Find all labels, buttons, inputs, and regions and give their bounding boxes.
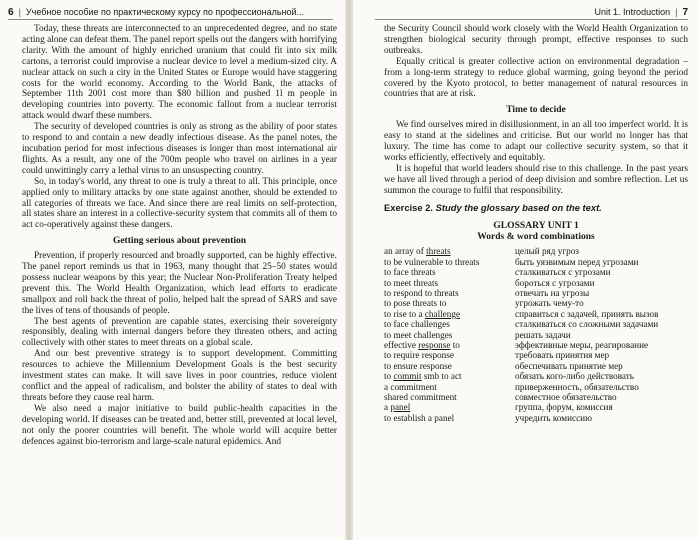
glossary-translation: сталкиваться с угрозами (515, 267, 611, 278)
glossary-term-text: an array of (384, 246, 427, 257)
glossary-translation: эффективные меры, реагирование (515, 339, 649, 350)
glossary-row (384, 319, 688, 329)
glossary-term (384, 340, 515, 350)
right-page-number: 7 (682, 7, 688, 18)
glossary-term-text: to establish a panel (384, 412, 455, 423)
glossary-translation: целый ряд угроз (515, 246, 579, 257)
exercise-text: Study the glossary based on the text. (435, 201, 602, 213)
glossary-row (384, 392, 688, 402)
glossary-translation: требовать принятия мер (515, 350, 610, 361)
glossary-term-text: to be vulnerable to threats (384, 256, 480, 267)
section-heading: Getting serious about prevention (112, 236, 247, 247)
glossary-row (384, 340, 688, 350)
right-page (353, 0, 698, 540)
glossary-term-text: to face threats (384, 267, 436, 278)
paragraph: We also need a major initiative to build public-health capacities in the developing world. If diseases can be treated and, better still, prevented at local level, not only the poorer countries will benefit. The whole world will acquire better defences against bio-terrorism and large-scale natural epidemics. And (22, 403, 337, 447)
glossary-row (384, 246, 688, 256)
glossary-term-keyword: response (418, 339, 451, 350)
section-heading: Time to decide (506, 105, 566, 116)
paragraph: Prevention, if properly resourced and broadly supported, can be highly effective. The panel report reminds us that in 1963, many thought that 25–50 states would possess nuclear weapons by this year; the Nuclear Non-Proliferation Treaty helped prevent this. The World Health Organization, which lead efforts to eradicate smallpox and roll back the threat of polio, helped halt the spread of SARS and save the lives of tens of thousands of people. (22, 251, 337, 316)
right-page-body (384, 24, 688, 423)
glossary-row (384, 257, 688, 267)
glossary-row (384, 350, 688, 360)
header-separator: | (675, 7, 678, 17)
glossary-translation: справиться с задачей, принять вызов (515, 308, 659, 319)
glossary-term (384, 309, 515, 319)
glossary-term-text: a (384, 402, 391, 413)
glossary-term-text: smb to act (421, 371, 462, 382)
glossary-term (384, 267, 515, 277)
paragraph: So, in today's world, any threat to one is truly a threat to all. This principle, once applied only to military attacks by one state against another, should be extended to all categories of threats we face. And since there are real limits on self-protection, all states share an interest in a collective-security system that commits all of them to act co-operatively against these dangers. (22, 176, 337, 231)
glossary-term (384, 361, 515, 371)
glossary-term (384, 319, 515, 329)
glossary-term (384, 257, 515, 267)
glossary-row (384, 278, 688, 288)
glossary-table (384, 246, 688, 423)
paragraph: The best agents of prevention are capable states, exercising their sovereignty responsibly, dealing with internal dangers before they threaten others, and acting collectively with other states to meet threats on a global scale. (22, 316, 337, 349)
glossary-term-text: to ensure response (384, 360, 452, 371)
paragraph: We find ourselves mired in disillusionment, in an all too imperfect world. It is easy to stand at the sidelines and criticise. But our world no longer has that luxury. The time has come to adapt our collective security system, so that it works efficiently, effectively and equitably. (384, 120, 688, 163)
glossary-term-text: to (450, 339, 460, 350)
header-separator: | (18, 7, 21, 17)
glossary-term (384, 382, 515, 392)
glossary-term-text: to respond to threats (384, 287, 459, 298)
paragraph: Equally critical is greater collective action on environmental degradation –from a long-term strategy to reduce global warming, going beyond the period covered by the Kyoto protocol, to better management of natural resources in countries that are at risk. (384, 56, 688, 100)
exercise-label: Exercise 2. (384, 201, 433, 213)
glossary-row (384, 309, 688, 319)
glossary-translation: решать задачи (515, 329, 571, 340)
glossary-translation: учредить комиссию (515, 412, 592, 423)
glossary-term (384, 371, 515, 381)
paragraph: the Security Council should work closely with the World Health Organization to strengthen biological security through prompt, effective responses to such outbreaks. (384, 24, 688, 56)
glossary-term (384, 350, 515, 360)
glossary-translation: приверженность, обязательство (515, 381, 639, 392)
glossary-term (384, 402, 515, 412)
glossary-row (384, 330, 688, 340)
glossary-row (384, 382, 688, 392)
paragraph: And our best preventive strategy is to support development. Committing resources to achieve the Millennium Development Goals is the best security investment states can make. It will save lives in poor countries, reduce violent conflict and the appeal of radicalism, and bolster the ability of states to deal with threats before they cause real harm. (22, 349, 337, 403)
left-page (0, 0, 345, 540)
glossary-term-text: a commitment (384, 381, 437, 392)
glossary-row (384, 361, 688, 371)
glossary-row (384, 298, 688, 308)
glossary-translation: угрожать чему-то (515, 298, 584, 309)
glossary-term (384, 288, 515, 298)
left-page-body (22, 24, 337, 447)
glossary-term (384, 392, 515, 402)
glossary-term-text: to require response (384, 350, 454, 361)
exercise-instruction (384, 203, 688, 214)
glossary-translation: обеспечивать принятие мер (515, 360, 623, 371)
paragraph: Today, these threats are interconnected to an unprecedented degree, and no state acting alone can defeat them. The panel report spells out the dangers with horrifying clarity. With the amount of highly enriched uranium that could fit into six milk cartons, a terrorist could improvise a nuclear device to level a medium-sized city. A nuclear attack on such a city in the United States or Europe would have staggering costs for the world economy. According to the World Bank, the attacks of September 11th 2001 cost more than $80 billion and pushed 1l m people in developing countries into poverty. The economic fallout from a nuclear terrorist attack would dwarf these numbers. (22, 24, 337, 122)
right-header-title: Unit 1. Introduction (594, 7, 671, 17)
glossary-translation: бороться с угрозами (515, 277, 595, 288)
glossary-translation: сталкиваться со сложными задачами (515, 319, 659, 330)
glossary-row (384, 267, 688, 277)
right-page-header (375, 6, 688, 20)
book-spine (345, 0, 353, 540)
paragraph: It is hopeful that world leaders should rise to this challenge. In the past years we have all lived through a period of deep division and sombre reflection. Let us summon the courage to fulfil that responsibility. (384, 163, 688, 196)
glossary-translation: группа, форум, комиссия (515, 402, 613, 413)
glossary-term (384, 413, 515, 423)
glossary-translation: быть уязвимым перед угрозами (515, 256, 639, 267)
glossary-row (384, 288, 688, 298)
left-page-header (8, 6, 333, 20)
glossary-term-text: to rise to a (384, 308, 425, 319)
glossary-term-text: to (384, 371, 394, 382)
glossary-term (384, 246, 515, 256)
glossary-translation: совместное обязательство (515, 392, 617, 402)
glossary-translation: отвечать на угрозы (515, 287, 590, 298)
glossary-term-text: effective (384, 339, 419, 350)
glossary-row (384, 371, 688, 381)
glossary-term-text: shared commitment (384, 392, 457, 402)
glossary-term (384, 278, 515, 288)
left-page-number: 6 (8, 7, 14, 18)
paragraph: The security of developed countries is only as strong as the ability of poor states to respond to and contain a new deadly infectious disease. As the panel notes, the incubation period for most infectious diseases is longer than most international air flights. As a result, any one of the 700m people who travel on airlines in a year could unwittingly carry a lethal virus to an unsuspecting country. (22, 122, 337, 176)
left-header-title: Учебное пособие по практическому курсу по профессиональной... (25, 7, 305, 17)
glossary-row (384, 402, 688, 412)
glossary-term-text: to meet threats (384, 277, 439, 288)
glossary-term-text: to pose threats to (384, 298, 447, 309)
glossary-term (384, 298, 515, 308)
glossary-translation: обязать кого-либо действовать (515, 371, 634, 382)
glossary-term-keyword: threats (426, 246, 451, 257)
glossary-term-text: to face challenges (384, 319, 450, 330)
glossary-term-text: to meet challenges (384, 329, 453, 340)
glossary-term-keyword: panel (390, 402, 411, 413)
glossary-title: GLOSSARY UNIT 1 (493, 219, 579, 231)
glossary-term (384, 330, 515, 340)
glossary-term-keyword: commit (393, 371, 422, 382)
glossary-row (384, 413, 688, 423)
glossary-subtitle: Words & word combinations (477, 232, 595, 243)
glossary-term-keyword: challenge (424, 308, 461, 319)
